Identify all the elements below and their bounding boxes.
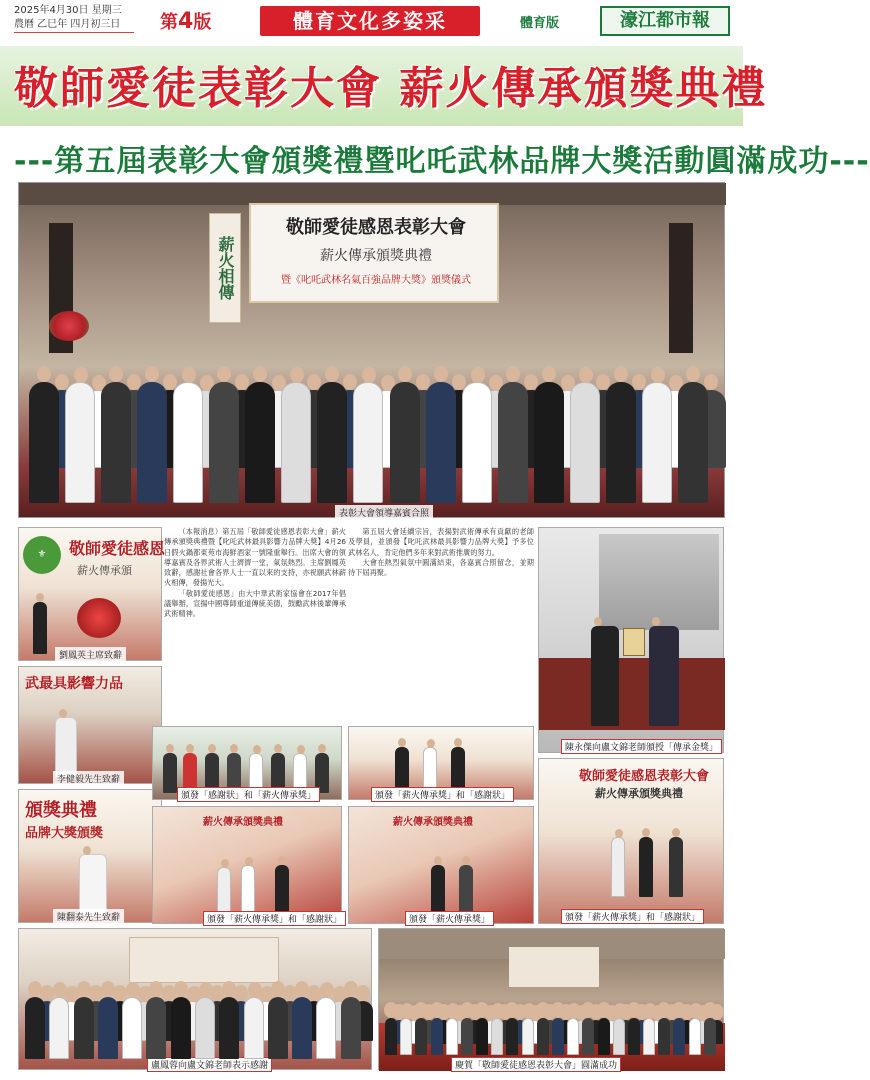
- backdrop-sub: 薪火傳承頒獎典禮: [320, 248, 432, 264]
- photo-9-caption: 頒發「薪火傳承獎」和「感謝狀」: [561, 909, 704, 924]
- photo-3-caption: 陳翻泰先生致辭: [53, 909, 124, 924]
- person: [506, 1018, 518, 1055]
- person: [446, 1018, 458, 1055]
- date-block: [14, 4, 134, 33]
- speaker-figure: [55, 717, 77, 777]
- person: [426, 382, 456, 503]
- person: [658, 1018, 670, 1055]
- paper-name: 濠江都市報: [600, 6, 730, 36]
- logo-icon: ⚜: [23, 536, 61, 574]
- person: [171, 997, 191, 1059]
- group-of-people: [25, 975, 365, 1059]
- photo-1-sub: 薪火傳承頒: [77, 564, 132, 577]
- photo-9-title: 敬師愛徒感恩表彰大會: [579, 769, 710, 784]
- person: [281, 382, 311, 503]
- person: [146, 997, 166, 1059]
- person: [639, 837, 653, 897]
- article-paragraph: （本報消息）第五屆「敬師愛徒感恩表彰大會」薪火傳承頒獎典禮暨【叱吒武林最具影響力品牌大獎】4月26日假火鍋都東苑市海鮮酒家一號隆重舉行。出席大會的領導嘉賓及各界武術人士濟濟一堂，氣氛熱烈。主席劉鳳英致辭，感謝社會各界人士一直以來的支持，亦祝願武林薪火相傳，發揚光大。: [164, 527, 346, 588]
- page-header: [0, 0, 743, 44]
- headline: 敬師愛徒表彰大會 薪火傳承頒獎典禮: [14, 63, 768, 114]
- person: [606, 382, 636, 503]
- group-of-people: [29, 323, 714, 503]
- person: [173, 382, 203, 503]
- person: [642, 382, 672, 503]
- photo-speaker-3: [18, 789, 162, 923]
- person: [673, 1018, 685, 1055]
- person: [65, 382, 95, 503]
- main-photo-caption: 表彰大會領導嘉賓合照: [335, 505, 433, 520]
- flowers: [77, 598, 121, 638]
- person: [219, 997, 239, 1059]
- photo-thanks: [18, 928, 372, 1070]
- photo-award-4: [152, 726, 342, 800]
- person: [522, 1018, 534, 1055]
- side-banner-left: 薪火相傳: [209, 213, 241, 323]
- person: [244, 997, 264, 1059]
- stage-backdrop: [509, 947, 599, 987]
- group-of-people: [385, 985, 719, 1055]
- photo-3-title: 頒獎典禮: [25, 800, 97, 821]
- person: [628, 1018, 640, 1055]
- person: [476, 1018, 488, 1055]
- person: [689, 1018, 701, 1055]
- presenter-figure: [591, 626, 619, 726]
- photo-6-caption: 頒發「薪火傳承獎」和「感謝狀」: [203, 911, 346, 926]
- photo-2-caption: 李健毅先生致辭: [53, 771, 124, 786]
- person: [122, 997, 142, 1059]
- ceiling-lights: [19, 183, 726, 205]
- person: [461, 1018, 473, 1055]
- person: [195, 997, 215, 1059]
- person: [353, 382, 383, 503]
- edition-label: 體育版: [520, 16, 560, 31]
- person: [704, 1018, 716, 1055]
- background-mural: [599, 534, 719, 630]
- main-group-photo: [18, 182, 725, 518]
- backdrop-note: 暨《叱吒武林名氣百強品牌大獎》頒獎儀式: [281, 275, 471, 286]
- person: [292, 997, 312, 1059]
- person: [98, 997, 118, 1059]
- person: [537, 1018, 549, 1055]
- person: [598, 1018, 610, 1055]
- subheadline: ---第五屆表彰大會頒獎禮暨叱吒武林品牌大獎活動圓滿成功---: [14, 144, 870, 179]
- person: [390, 382, 420, 503]
- person: [567, 1018, 579, 1055]
- stage-backdrop: [249, 203, 499, 303]
- photo-9-sub: 薪火傳承頒獎典禮: [595, 787, 683, 800]
- person: [245, 382, 275, 503]
- person: [137, 382, 167, 503]
- person: [643, 1018, 655, 1055]
- person: [241, 865, 255, 917]
- person: [101, 382, 131, 503]
- person: [74, 997, 94, 1059]
- person: [400, 1018, 412, 1055]
- person: [669, 837, 683, 897]
- article-paragraph: 大會在熱烈氣氛中圓滿結束，各嘉賓合照留念，並期待下屆再聚。: [348, 557, 534, 578]
- person: [552, 1018, 564, 1055]
- photo-speaker-2: [18, 666, 162, 784]
- person: [341, 997, 361, 1059]
- date-line: 2025年4月30日 星期三: [14, 5, 122, 16]
- photo-7-caption: 頒發「薪火傳承獎」: [405, 911, 494, 926]
- photo-gold-award: [538, 527, 724, 753]
- recipient-figure: [649, 626, 679, 726]
- photo-10-caption: 盧鳳蓉向盧文錦老師表示感謝: [147, 1057, 272, 1072]
- person: [462, 382, 492, 503]
- person: [613, 1018, 625, 1055]
- article-paragraph: 「敬師愛徒感恩」由大中華武術家協會在2017年倡議舉辦，宣揚中國尊師重道傳統美德，鼓勵武林後輩傳承武術精神。: [164, 588, 346, 619]
- photo-7-backdrop: 薪火傳承頒獎典禮: [393, 817, 473, 828]
- photo-award-5: [348, 726, 534, 800]
- article-column-2: [348, 527, 534, 719]
- person: [415, 1018, 427, 1055]
- person: [678, 382, 708, 503]
- photo-6-backdrop: 薪火傳承頒獎典禮: [203, 817, 283, 828]
- person: [611, 837, 625, 897]
- person: [459, 865, 473, 917]
- person: [317, 382, 347, 503]
- person: [431, 865, 445, 917]
- person: [275, 865, 289, 917]
- section-title: 體育文化多姿采: [260, 6, 480, 36]
- photo-2-title: 武最具影響力品: [25, 676, 123, 692]
- article-paragraph: 第五屆大會延續宗旨，表揚對武術傳承有貢獻的老師及學員，並頒發【叱吒武林最具影響力品牌大獎】予多位武林名人，肯定他們多年來對武術推廣的努力。: [348, 527, 534, 557]
- lunar-line: 農曆 乙巳年 四月初三日: [14, 19, 121, 30]
- person: [570, 382, 600, 503]
- person: [316, 997, 336, 1059]
- person: [498, 382, 528, 503]
- article-column-1: [164, 527, 346, 719]
- person: [534, 382, 564, 503]
- photo-3-sub: 品牌大獎頒獎: [25, 826, 104, 841]
- person: [491, 1018, 503, 1055]
- photo-award-7: [348, 806, 534, 924]
- photo-1-caption: 劉鳳英主席致辭: [55, 647, 126, 662]
- person: [29, 382, 59, 503]
- speaker-figure: [79, 854, 107, 916]
- person: [49, 997, 69, 1059]
- speaker-figure: [33, 602, 47, 654]
- person: [268, 997, 288, 1059]
- photo-4-caption: 頒發「感謝狀」和「薪火傳承獎」: [177, 787, 320, 802]
- photo-award-9: [538, 758, 724, 924]
- person: [209, 382, 239, 503]
- person: [163, 753, 177, 793]
- certificate: [623, 628, 645, 656]
- person: [385, 1018, 397, 1055]
- photo-11-caption: 慶賀「敬師愛徒感恩表彰大會」圓滿成功: [451, 1057, 621, 1072]
- backdrop-title: 敬師愛徒感恩表彰大會: [286, 217, 466, 238]
- photo-1-title: 敬師愛徒感恩: [69, 539, 166, 558]
- person: [25, 997, 45, 1059]
- issue-number: 第4版: [160, 9, 212, 34]
- photo-speaker-1: [18, 527, 166, 661]
- photo-8-caption: 陳永傑向盧文錦老師頒授「傳承金獎」: [561, 739, 722, 754]
- photo-award-6: [152, 806, 342, 924]
- person: [582, 1018, 594, 1055]
- stage-floor: [539, 658, 725, 730]
- person: [431, 1018, 443, 1055]
- person: [217, 867, 231, 917]
- photo-banquet: [378, 928, 724, 1070]
- photo-5-caption: 頒發「薪火傳承獎」和「感謝狀」: [371, 787, 514, 802]
